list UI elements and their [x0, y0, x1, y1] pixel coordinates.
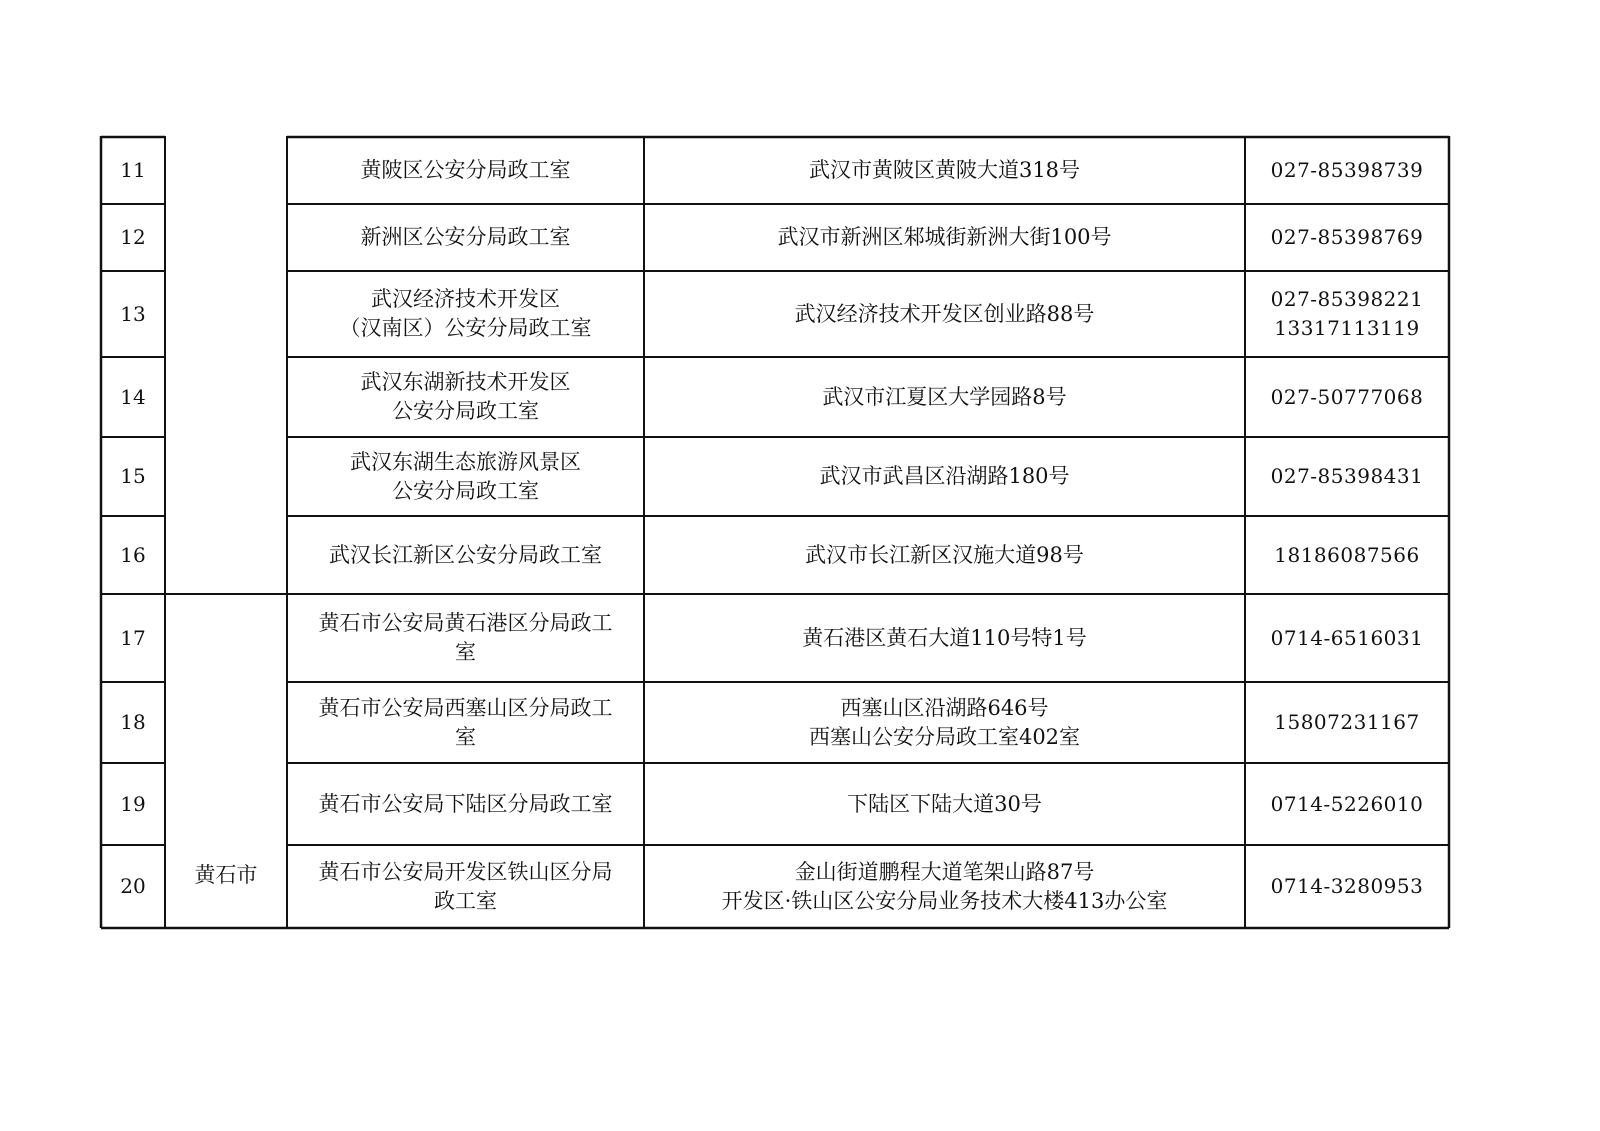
- row-13-number: 13: [120, 301, 146, 326]
- row-19-unit: 黄石市公安局下陆区分局政工室: [318, 791, 613, 816]
- row-18-phone: 15807231167: [1274, 710, 1420, 734]
- row-11-number: 11: [120, 158, 146, 182]
- row-14-address: 武汉市江夏区大学园路8号: [822, 384, 1067, 409]
- row-20-number: 20: [120, 874, 146, 898]
- row-16-phone: 18186087566: [1274, 542, 1420, 567]
- row-15-address: 武汉市武昌区沿湖路180号: [819, 464, 1070, 488]
- row-18-number: 18: [120, 710, 146, 734]
- row-13-address: 武汉经济技术开发区创业路88号: [794, 301, 1095, 326]
- row-14-phone: 027-50777068: [1270, 384, 1424, 409]
- row-12-address: 武汉市新洲区邾城街新洲大街100号: [777, 225, 1112, 249]
- row-17-address: 黄石港区黄石大道110号特1号: [802, 625, 1087, 650]
- row-17-number: 17: [120, 625, 146, 650]
- row-18-address: 西塞山区沿湖路646号 西塞山公安分局政工室402室: [808, 695, 1081, 749]
- city-huangshi-label: 黄石市: [194, 862, 258, 887]
- row-19-number: 19: [120, 791, 146, 816]
- row-19-phone: 0714-5226010: [1270, 791, 1424, 816]
- row-15-unit: 武汉东湖生态旅游风景区 公安分局政工室: [350, 449, 581, 503]
- row-11-phone: 027-85398739: [1270, 158, 1424, 182]
- row-18-unit: 黄石市公安局西塞山区分局政工 室: [318, 695, 613, 749]
- row-19-address: 下陆区下陆大道30号: [847, 791, 1042, 816]
- row-14-number: 14: [120, 384, 146, 409]
- row-11-unit: 黄陂区公安分局政工室: [360, 158, 571, 182]
- row-11-address: 武汉市黄陂区黄陂大道318号: [808, 158, 1081, 182]
- row-15-number: 15: [120, 464, 146, 488]
- row-20-phone: 0714-3280953: [1270, 874, 1424, 898]
- row-17-unit: 黄石市公安局黄石港区分局政工 室: [318, 611, 613, 664]
- row-14-unit: 武汉东湖新技术开发区 公安分局政工室: [360, 370, 571, 423]
- row-20-address: 金山街道鹏程大道笔架山路87号 开发区·铁山区公安分局业务技术大楼413办公室: [721, 859, 1168, 913]
- row-13-unit: 武汉经济技术开发区 （汉南区）公安分局政工室: [339, 287, 592, 340]
- row-12-unit: 新洲区公安分局政工室: [360, 225, 571, 249]
- row-13-phone: 027-85398221 13317113119: [1270, 287, 1424, 340]
- row-12-phone: 027-85398769: [1270, 225, 1424, 249]
- row-15-phone: 027-85398431: [1270, 464, 1424, 488]
- row-16-number: 16: [120, 542, 146, 567]
- row-12-number: 12: [120, 225, 146, 249]
- row-16-unit: 武汉长江新区公安分局政工室: [329, 542, 602, 567]
- row-20-unit: 黄石市公安局开发区铁山区分局 政工室: [318, 859, 613, 913]
- row-17-phone: 0714-6516031: [1270, 625, 1424, 650]
- row-16-address: 武汉市长江新区汉施大道98号: [805, 542, 1084, 567]
